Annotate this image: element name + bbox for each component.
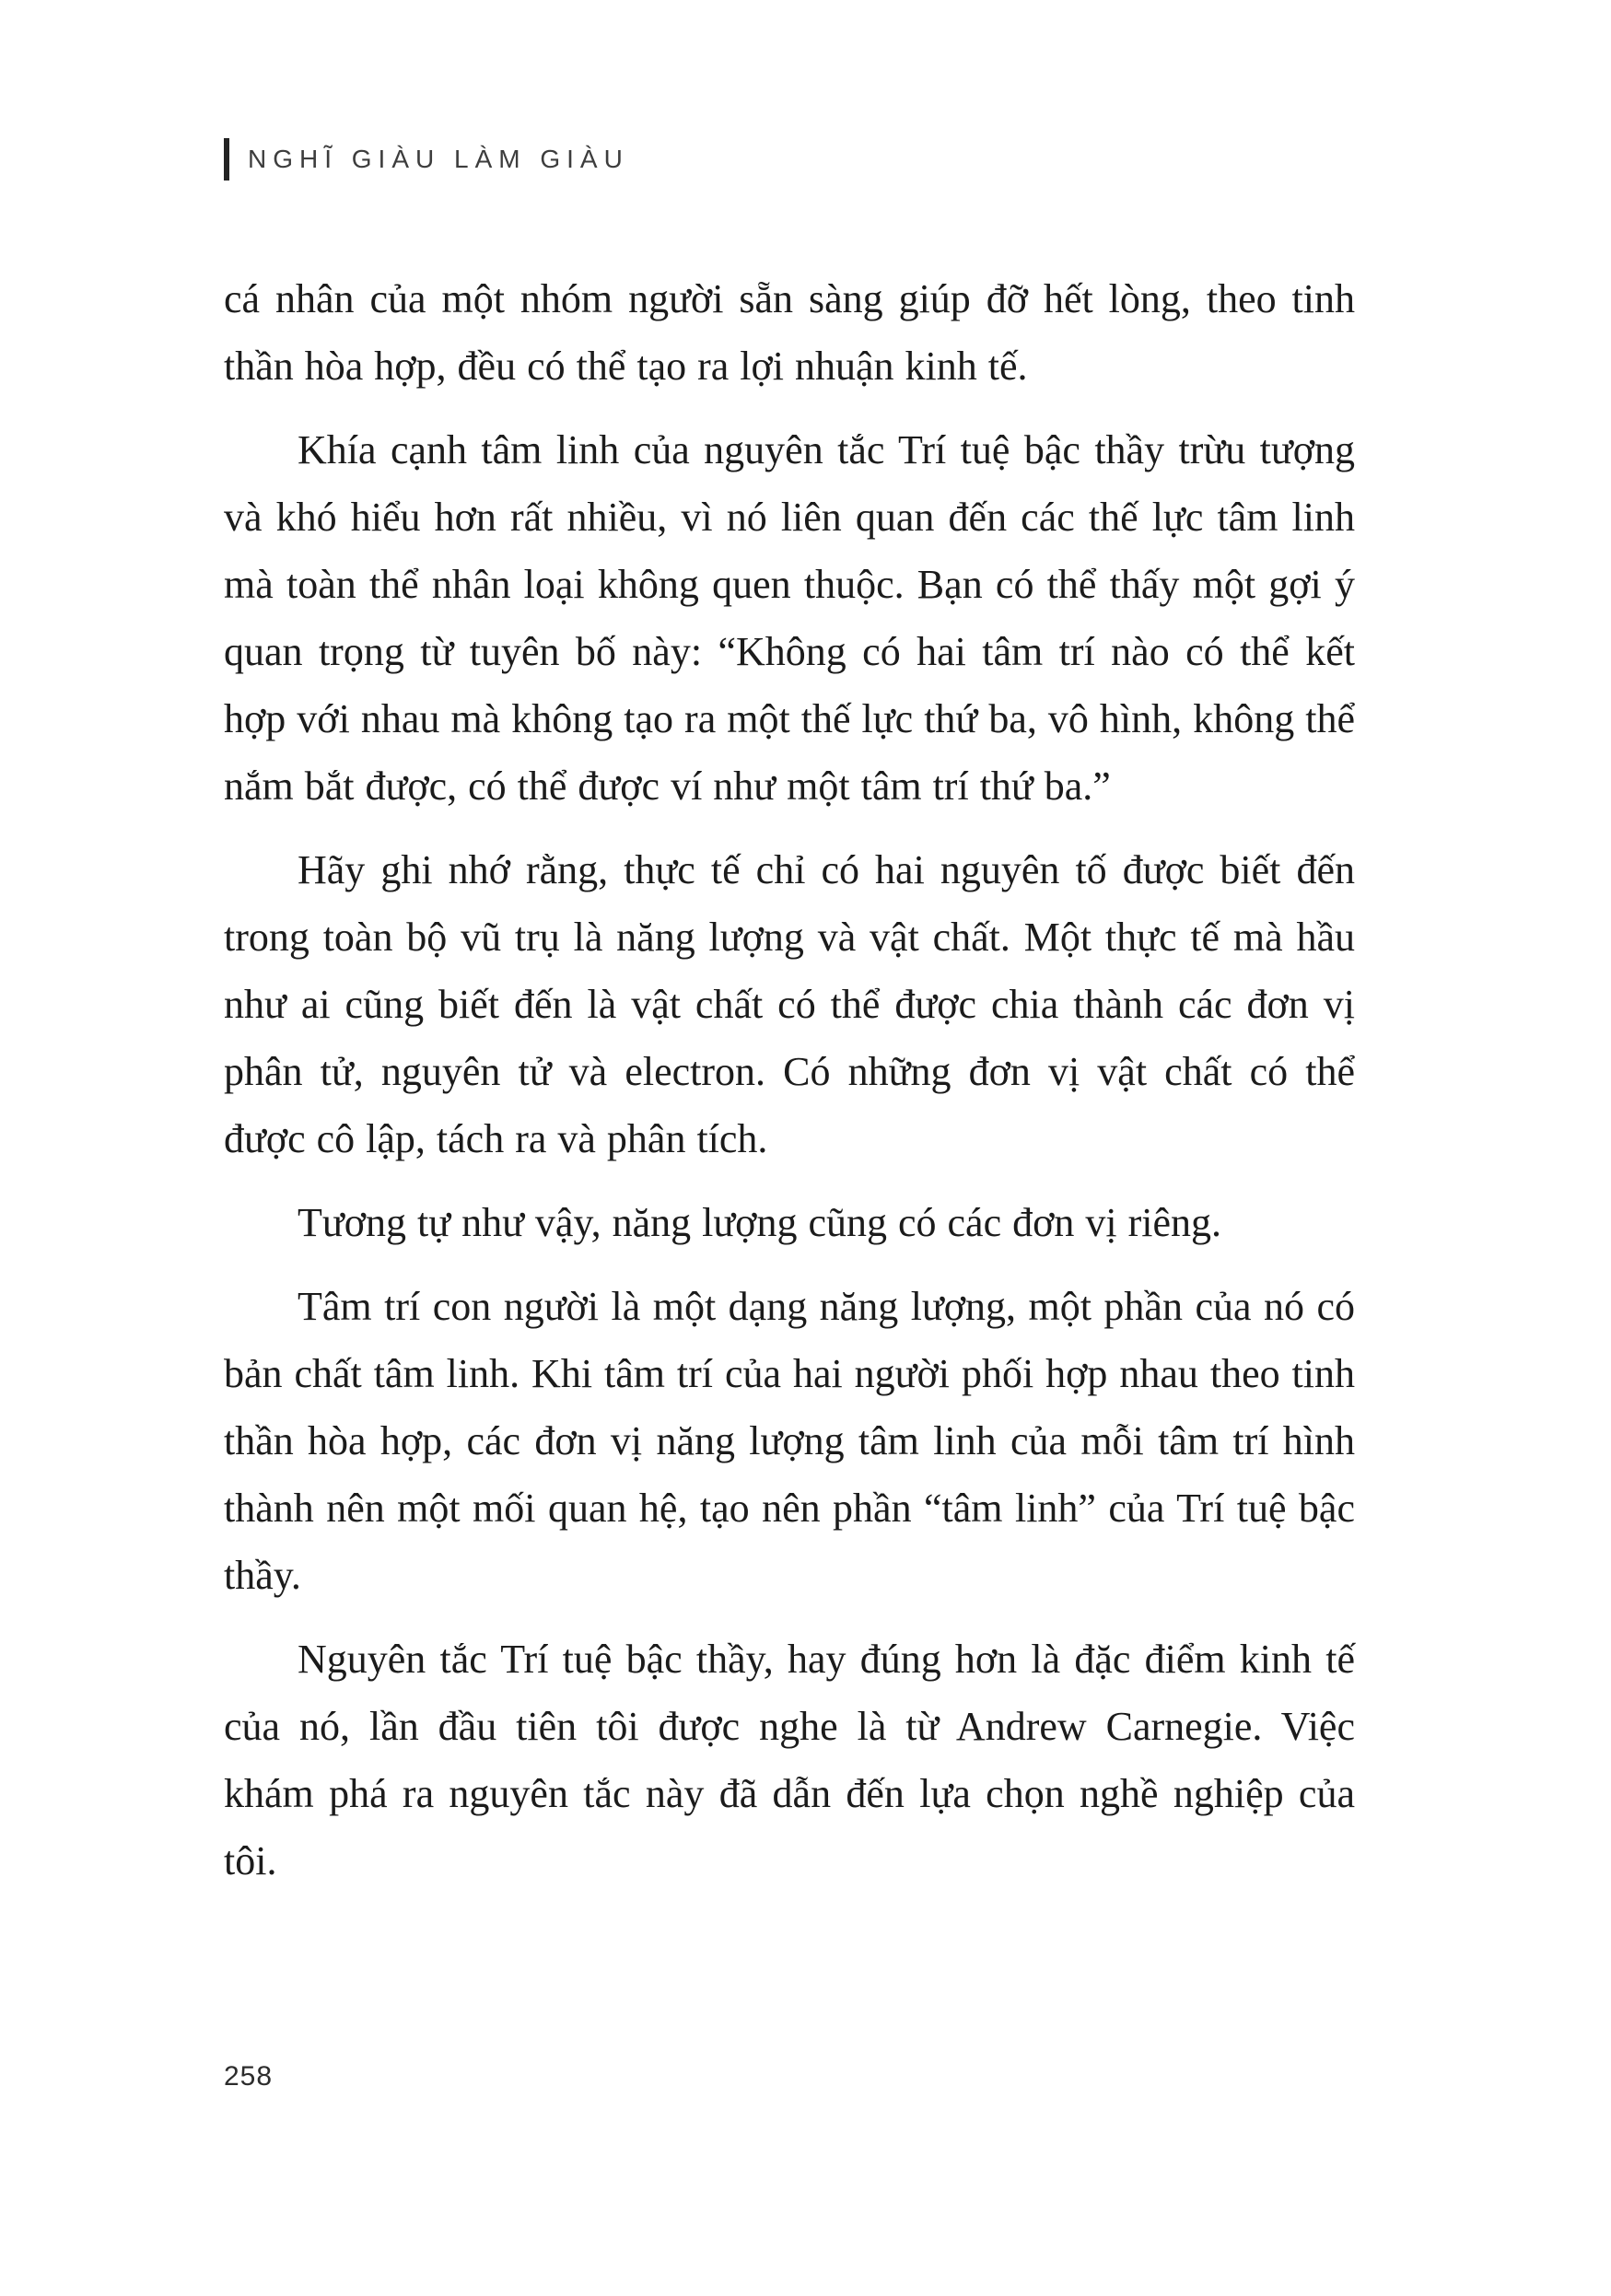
paragraph: Khía cạnh tâm linh của nguyên tắc Trí tuệ bậc thầy trừu tượng và khó hiểu hơn rất nhiều, vì nó liên quan đến các thế lực tâm linh mà toàn thể nhân loại không quen thuộc. Bạn có thể thấy một gợi ý quan trọng từ tuyên bố này: “Không có hai tâm trí nào có thể kết hợp với nhau mà không tạo ra một thế lực thứ ba, vô hình, không thể nắm bắt được, có thể được ví như một tâm trí thứ ba.” — [224, 427, 1355, 809]
paragraph: Hãy ghi nhớ rằng, thực tế chỉ có hai nguyên tố được biết đến trong toàn bộ vũ trụ là năng lượng và vật chất. Một thực tế mà hầu như ai cũng biết đến là vật chất có thể được chia thành các đơn vị phân tử, nguyên tử và electron. Có những đơn vị vật chất có thể được cô lập, tách ra và phân tích. — [224, 847, 1355, 1161]
body-text — [224, 265, 1355, 1911]
header-rule — [224, 138, 229, 181]
page-footer — [224, 2061, 273, 2092]
paragraph: Tương tự như vậy, năng lượng cũng có các đơn vị riêng. — [298, 1200, 1221, 1245]
paragraph: Tâm trí con người là một dạng năng lượng, một phần của nó có bản chất tâm linh. Khi tâm trí của hai người phối hợp nhau theo tinh thần hòa hợp, các đơn vị năng lượng tâm linh của mỗi tâm trí hình thành nên một mối quan hệ, tạo nên phần “tâm linh” của Trí tuệ bậc thầy. — [224, 1284, 1355, 1598]
book-title: NGHĨ GIÀU LÀM GIÀU — [248, 145, 629, 173]
page-number: 258 — [224, 2061, 274, 2092]
paragraph: Nguyên tắc Trí tuệ bậc thầy, hay đúng hơn là đặc điểm kinh tế của nó, lần đầu tiên tôi được nghe là từ Andrew Carnegie. Việc khám phá ra nguyên tắc này đã dẫn đến lựa chọn nghề nghiệp của tôi. — [224, 1637, 1355, 1883]
running-header — [224, 138, 629, 181]
paragraph: cá nhân của một nhóm người sẵn sàng giúp đỡ hết lòng, theo tinh thần hòa hợp, đều có thể tạo ra lợi nhuận kinh tế. — [224, 276, 1355, 389]
